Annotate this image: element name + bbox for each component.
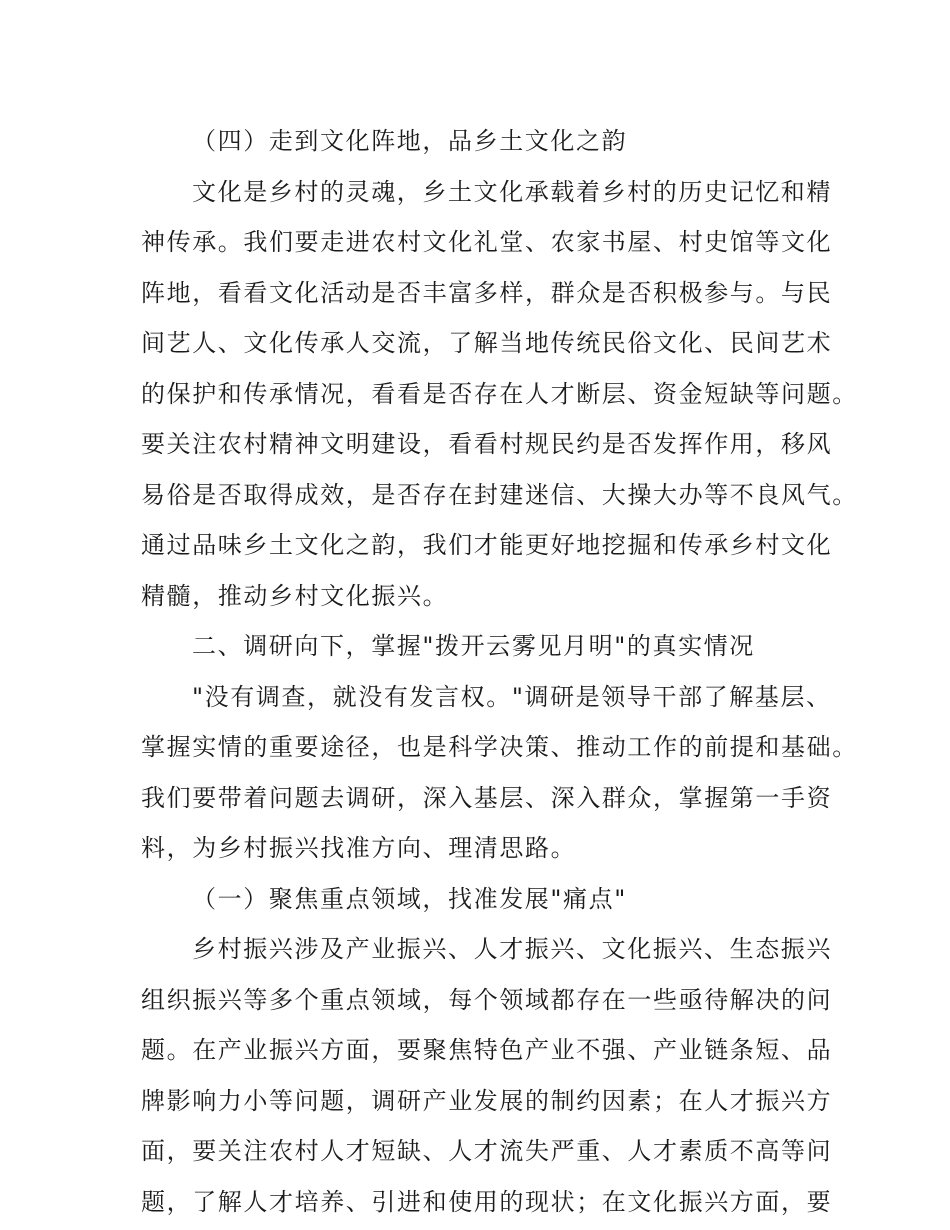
paragraph-line: 文化是乡村的灵魂，乡土文化承载着乡村的历史记忆和精 <box>192 177 832 206</box>
section-heading: （四）走到文化阵地，品乡土文化之韵 <box>192 127 628 155</box>
paragraph-line: 的保护和传承情况，看看是否存在人才断层、资金短缺等问题。 <box>141 379 858 408</box>
paragraph-line: 料，为乡村振兴找准方向、理清思路。 <box>141 834 577 862</box>
paragraph-line: 乡村振兴涉及产业振兴、人才振兴、文化振兴、生态振兴 <box>192 935 832 963</box>
paragraph-line: 阵地，看看文化活动是否丰富多样，群众是否积极参与。与民 <box>141 278 833 307</box>
paragraph-line: 题。在产业振兴方面，要聚焦特色产业不强、产业链条短、品 <box>141 1036 833 1064</box>
paragraph-line: 我们要带着问题去调研，深入基层、深入群众，掌握第一手资 <box>141 783 833 812</box>
paragraph-line: 掌握实情的重要途径，也是科学决策、推动工作的前提和基础。 <box>141 733 858 761</box>
paragraph-line: 通过品味乡土文化之韵，我们才能更好地挖掘和传承乡村文化 <box>141 531 833 559</box>
section-heading: （一）聚焦重点领域，找准发展"痛点" <box>192 884 627 913</box>
document-body <box>141 116 858 1227</box>
paragraph-line: 题，了解人才培养、引进和使用的现状；在文化振兴方面，要 <box>141 1187 833 1216</box>
paragraph-line: 面，要关注农村人才短缺、人才流失严重、人才素质不高等问 <box>141 1137 833 1165</box>
paragraph-line: 易俗是否取得成效，是否存在封建迷信、大操大办等不良风气。 <box>141 480 858 509</box>
section-heading: 二、调研向下，掌握"拨开云雾见月明"的真实情况 <box>192 632 755 660</box>
paragraph-line: 间艺人、文化传承人交流，了解当地传统民俗文化、民间艺术 <box>141 329 833 357</box>
paragraph-line: 精髓，推动乡村文化振兴。 <box>141 581 449 610</box>
paragraph-line: 牌影响力小等问题，调研产业发展的制约因素；在人才振兴方 <box>141 1086 833 1115</box>
paragraph-line: 神传承。我们要走进农村文化礼堂、农家书屋、村史馆等文化 <box>141 228 833 256</box>
paragraph-line: "没有调查，就没有发言权。"调研是领导干部了解基层、 <box>192 682 832 711</box>
paragraph-line: 要关注农村精神文明建设，看看村规民约是否发挥作用，移风 <box>141 430 833 458</box>
paragraph-line: 组织振兴等多个重点领域，每个领域都存在一些亟待解决的问 <box>141 985 833 1014</box>
